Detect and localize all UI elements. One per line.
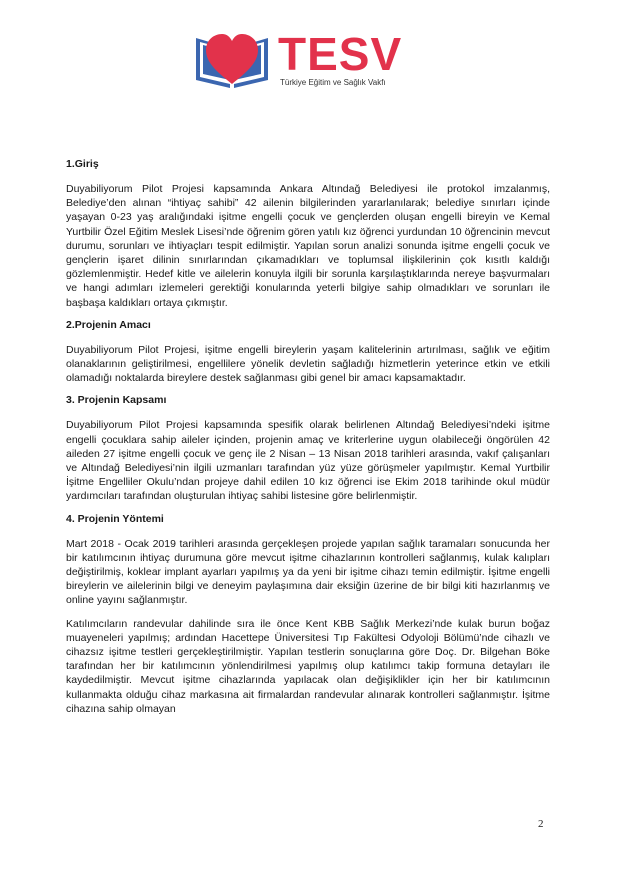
book-heart-icon <box>192 28 272 90</box>
tesv-logo <box>192 28 432 98</box>
section-heading-method: 4. Projenin Yöntemi <box>66 512 164 525</box>
paragraph: Mart 2018 - Ocak 2019 tarihleri arasında gerçekleşen projede yapılan sağlık taramaları sonucunda her bir katılımcının ihtiyaç durumuna göre mevcut işitme cihazlarının kontrolleri sağlanmış, kulak kalıpları değiştirilmiş, koklear implant ayarları yapılmış ya da yeni bir işitme cihazı temin edilmiştir. İşitme engelli bireylerin ve ailelerinin bilgi ve deneyim paylaşımına dair eksiğin üzerine de bir bilgi kiti hazırlanmış ve online yayını sağlanmıştır. <box>66 537 550 607</box>
logo-subtitle: Türkiye Eğitim ve Sağlık Vakfı <box>280 78 386 87</box>
paragraph: Duyabiliyorum Pilot Projesi kapsamında Ankara Altındağ Belediyesi ile protokol imzalanmış, Belediye’den alınan “ihtiyaç sahibi” 42 ailenin bilgilerinden yararlanılarak; belediye sınırları içinde yaşayan 0-23 yaş aralığındaki işitme engelli çocuk ve gençlerden oluşan engelli bireyin ve Kemal Yurtbilir Özel Eğitim Meslek Lisesi’nde öğrenim gören yatılı kız öğrenci yurdundan 10 öğrencinin mevcut durumu, sorunları ve ihtiyaçları tespit edilmiştir. Yapılan sorun analizi sonunda işitme engelli çocuk ve gençlerin işaret dilinin sınırlarından çıkamadıkları ve toplumsal ilişkilerinin çok kısıtlı kaldığı gözlemlenmiştir. Hedef kitle ve ailelerin konuyla ilgili bir sorunla karşılaştıklarında nereye başvurmaları ve hangi adımları izlemeleri gerektiği konularında yeterli bilgiye sahip olmadıkları ve sorunları ile başbaşa kaldıkları ortaya çıkmıştır. <box>66 183 550 309</box>
document-body <box>66 158 550 725</box>
section-heading-scope: 3. Projenin Kapsamı <box>66 394 167 407</box>
paragraph: Duyabiliyorum Pilot Projesi kapsamında spesifik olarak belirlenen Altındağ Belediyesi’ndeki işitme engelli çocuklara sahip aileler içinden, projenin amaç ve kriterlerine uygun olabileceği öngörülen 42 aileden 27 işitme engelli çocuk ve genç ile 2 Nisan – 13 Nisan 2018 tarihleri arasında, vakıf çalışanları ve Altındağ Belediyesi’nin ilgili uzmanları tarafından yüz yüze görüşmeler yapılmıştır. Kemal Yurtbilir İşitme Engelliler Okulu’ndan projeye dahil edilen 10 kız öğrenci ise Ekim 2018 tarihinde okul müdür yardımcıları tarafından oluşturulan ihtiyaç sahibi listesine göre belirlenmiştir. <box>66 419 550 503</box>
paragraph: Katılımcıların randevular dahilinde sıra ile önce Kent KBB Sağlık Merkezi’nde kulak burun boğaz muayeneleri yapılmış; ardından Hacettepe Üniversitesi Tıp Fakültesi Odyoloji Bölümü’nde cihazlı ve cihazsız işitme testleri gerçekleştirilmiştir. Yapılan testlerin sonuçlarına göre Doç. Dr. Bilgehan Böke tarafından her bir katılımcının yönlendirilmesi yapılmış olup katılımcı takip formuna detayları ile kaydedilmiştir. Mevcut işitme cihazlarında yapılacak olan değişiklikler için her bir katılımcının kullanmakta olduğu cihaz markasına ait firmalardan randevular alınarak kontrolleri sağlanmıştır. İşitme cihazına sahip olmayan <box>66 617 550 715</box>
logo-wordmark: TESV <box>278 28 403 80</box>
paragraph: Duyabiliyorum Pilot Projesi, işitme engelli bireylerin yaşam kalitelerinin artırılması, sağlık ve eğitim olanaklarının geliştirilmesi, engellilere yönelik devletin sağladığı hizmetlerin yeterince etkin ve etkili olamadığı noktalarda bireylere destek sağlanması gibi genel bir amacı kapsamaktadır. <box>66 343 550 385</box>
section-heading-intro: 1.Giriş <box>66 158 99 170</box>
page-number: 2 <box>538 818 544 830</box>
section-heading-purpose: 2.Projenin Amacı <box>66 318 151 331</box>
